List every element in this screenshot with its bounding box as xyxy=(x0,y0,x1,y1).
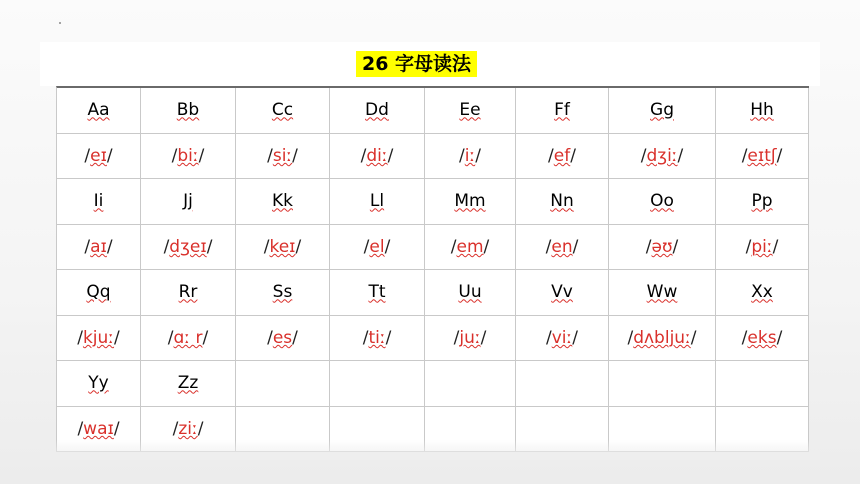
letter-cell xyxy=(236,179,330,225)
slash-left: / xyxy=(267,145,273,166)
letter-cell xyxy=(141,179,236,225)
letter-cell xyxy=(716,88,809,134)
phonetic-cell xyxy=(516,225,609,271)
letter-label: Bb xyxy=(176,100,200,121)
phonetic-label: iː xyxy=(464,145,476,166)
slash-right: / xyxy=(776,327,783,348)
slash-left: / xyxy=(360,145,367,166)
phonetic-label: viː xyxy=(551,327,573,348)
letter-cell xyxy=(609,270,716,316)
letter-cell xyxy=(57,270,141,316)
empty-cell xyxy=(609,361,716,407)
letter-cell xyxy=(330,88,425,134)
phonetic-label: keɪ xyxy=(269,236,296,257)
phonetic-label: eɪ xyxy=(90,145,107,166)
phonetic-cell xyxy=(716,316,809,362)
phonetic-cell xyxy=(609,225,716,271)
letter-label: Cc xyxy=(271,100,294,121)
phonetic-cell xyxy=(516,316,609,362)
phonetic-cell xyxy=(236,225,330,271)
slash-left: / xyxy=(84,145,91,166)
letter-label: Yy xyxy=(88,373,109,394)
letter-cell xyxy=(425,88,516,134)
slash-right: / xyxy=(106,236,113,257)
slash-right: / xyxy=(677,145,684,166)
phonetic-label: ziː xyxy=(178,418,198,439)
decorative-dot xyxy=(59,22,61,24)
slash-left: / xyxy=(267,327,273,348)
page-title: 26 字母读法 xyxy=(356,51,477,77)
slash-left: / xyxy=(172,418,179,439)
slash-left: / xyxy=(645,236,652,257)
letter-label: Qq xyxy=(86,282,111,303)
letter-label: Zz xyxy=(177,373,199,394)
letter-cell xyxy=(516,179,609,225)
slash-left: / xyxy=(163,236,170,257)
slash-left: / xyxy=(741,327,748,348)
slash-right: / xyxy=(483,236,490,257)
slash-left: / xyxy=(167,327,174,348)
phonetic-cell xyxy=(57,225,141,271)
phonetic-cell xyxy=(425,316,516,362)
slash-right: / xyxy=(772,236,779,257)
phonetic-label: biː xyxy=(177,145,199,166)
phonetic-label: aɪ xyxy=(90,236,107,257)
slash-right: / xyxy=(295,236,302,257)
letter-label: Xx xyxy=(751,282,773,303)
slash-left: / xyxy=(627,327,634,348)
letter-label: Gg xyxy=(650,100,674,121)
bottom-fade xyxy=(40,440,820,460)
empty-cell xyxy=(716,361,809,407)
letter-label: Vv xyxy=(551,282,573,303)
letter-label: Ss xyxy=(272,282,293,303)
phonetic-label: waɪ xyxy=(83,418,114,439)
phonetic-cell xyxy=(609,316,716,362)
slash-right: / xyxy=(387,145,394,166)
slash-left: / xyxy=(171,145,178,166)
phonetic-cell xyxy=(236,134,330,180)
letter-label: Tt xyxy=(368,282,386,303)
empty-cell xyxy=(330,361,425,407)
slash-left: / xyxy=(745,236,752,257)
slash-right: / xyxy=(202,327,209,348)
phonetic-label: em xyxy=(456,236,484,257)
slash-left: / xyxy=(545,236,552,257)
phonetic-cell xyxy=(425,134,516,180)
letter-cell xyxy=(57,179,141,225)
empty-cell xyxy=(236,361,330,407)
phonetic-cell xyxy=(141,316,236,362)
letter-cell xyxy=(330,179,425,225)
phonetic-label: el xyxy=(369,236,385,257)
letter-label: Uu xyxy=(458,282,482,303)
slash-right: / xyxy=(292,145,298,166)
phonetic-label: dʌbljuː xyxy=(633,327,691,348)
letter-label: Dd xyxy=(365,100,389,121)
slash-right: / xyxy=(198,145,205,166)
letter-cell xyxy=(609,88,716,134)
phonetic-label: piː xyxy=(751,236,773,257)
letter-cell xyxy=(516,88,609,134)
empty-cell xyxy=(516,361,609,407)
letter-cell xyxy=(716,179,809,225)
letter-cell xyxy=(57,361,141,407)
slash-right: / xyxy=(572,236,579,257)
letter-label: Nn xyxy=(550,191,574,212)
phonetic-cell xyxy=(330,225,425,271)
letter-label: Oo xyxy=(650,191,674,212)
slash-right: / xyxy=(776,145,783,166)
slash-right: / xyxy=(690,327,697,348)
letter-cell xyxy=(425,270,516,316)
phonetic-cell xyxy=(57,134,141,180)
slash-right: / xyxy=(480,327,487,348)
slash-left: / xyxy=(77,327,83,348)
slash-left: / xyxy=(546,327,552,348)
letter-label: Ll xyxy=(369,191,385,212)
phonetic-cell xyxy=(57,316,141,362)
slash-right: / xyxy=(292,327,298,348)
phonetic-label: es xyxy=(272,327,293,348)
phonetic-label: siː xyxy=(272,145,293,166)
phonetic-cell xyxy=(716,134,809,180)
slash-left: / xyxy=(640,145,647,166)
letter-label: Ww xyxy=(646,282,678,303)
phonetic-cell xyxy=(330,316,425,362)
slash-left: / xyxy=(453,327,460,348)
letter-cell xyxy=(141,361,236,407)
phonetic-cell xyxy=(330,134,425,180)
phonetic-cell xyxy=(141,225,236,271)
slash-right: / xyxy=(572,327,578,348)
slash-left: / xyxy=(548,145,554,166)
letter-cell xyxy=(57,88,141,134)
phonetic-cell xyxy=(609,134,716,180)
phonetic-label: əʊ xyxy=(651,236,673,257)
phonetic-label: eks xyxy=(747,327,777,348)
slash-right: / xyxy=(475,145,481,166)
slash-right: / xyxy=(206,236,213,257)
slash-right: / xyxy=(197,418,204,439)
slash-right: / xyxy=(672,236,679,257)
slash-left: / xyxy=(263,236,270,257)
phonetic-label: ef xyxy=(553,145,571,166)
slash-left: / xyxy=(741,145,748,166)
phonetic-label: dʒeɪ xyxy=(169,236,207,257)
letter-label: Ee xyxy=(459,100,481,121)
letter-label: Jj xyxy=(183,191,193,212)
letter-cell xyxy=(330,270,425,316)
letter-label: Aa xyxy=(87,100,110,121)
slash-left: / xyxy=(84,236,91,257)
letter-label: Ii xyxy=(93,191,104,212)
slash-right: / xyxy=(384,236,391,257)
letter-cell xyxy=(516,270,609,316)
letter-label: Kk xyxy=(272,191,293,212)
letter-cell xyxy=(425,179,516,225)
letter-label: Ff xyxy=(554,100,570,121)
letter-label: Mm xyxy=(454,191,486,212)
letter-label: Hh xyxy=(750,100,774,121)
phonetic-label: kjuː xyxy=(82,327,115,348)
phonetic-cell xyxy=(141,134,236,180)
slash-left: / xyxy=(459,145,465,166)
phonetic-label: dʒiː xyxy=(646,145,678,166)
phonetic-cell xyxy=(516,134,609,180)
letter-cell xyxy=(236,270,330,316)
phonetic-label: tiː xyxy=(368,327,386,348)
phonetic-label: en xyxy=(551,236,573,257)
letter-cell xyxy=(609,179,716,225)
slash-left: / xyxy=(77,418,84,439)
letter-cell xyxy=(236,88,330,134)
phonetic-label: ɑː r xyxy=(173,327,203,348)
phonetic-label: eɪtʃ xyxy=(747,145,777,166)
phonetic-cell xyxy=(425,225,516,271)
slash-right: / xyxy=(385,327,392,348)
slash-right: / xyxy=(114,327,120,348)
letter-cell xyxy=(716,270,809,316)
phonetic-label: diː xyxy=(366,145,388,166)
empty-cell xyxy=(425,361,516,407)
slash-right: / xyxy=(570,145,576,166)
letter-label: Pp xyxy=(751,191,773,212)
letter-label: Rr xyxy=(178,282,198,303)
slash-right: / xyxy=(106,145,113,166)
alphabet-table xyxy=(56,86,809,452)
phonetic-cell xyxy=(716,225,809,271)
slash-left: / xyxy=(363,236,370,257)
phonetic-label: juː xyxy=(459,327,481,348)
slash-left: / xyxy=(362,327,369,348)
slash-right: / xyxy=(113,418,120,439)
phonetic-cell xyxy=(236,316,330,362)
letter-cell xyxy=(141,88,236,134)
letter-cell xyxy=(141,270,236,316)
slash-left: / xyxy=(450,236,457,257)
